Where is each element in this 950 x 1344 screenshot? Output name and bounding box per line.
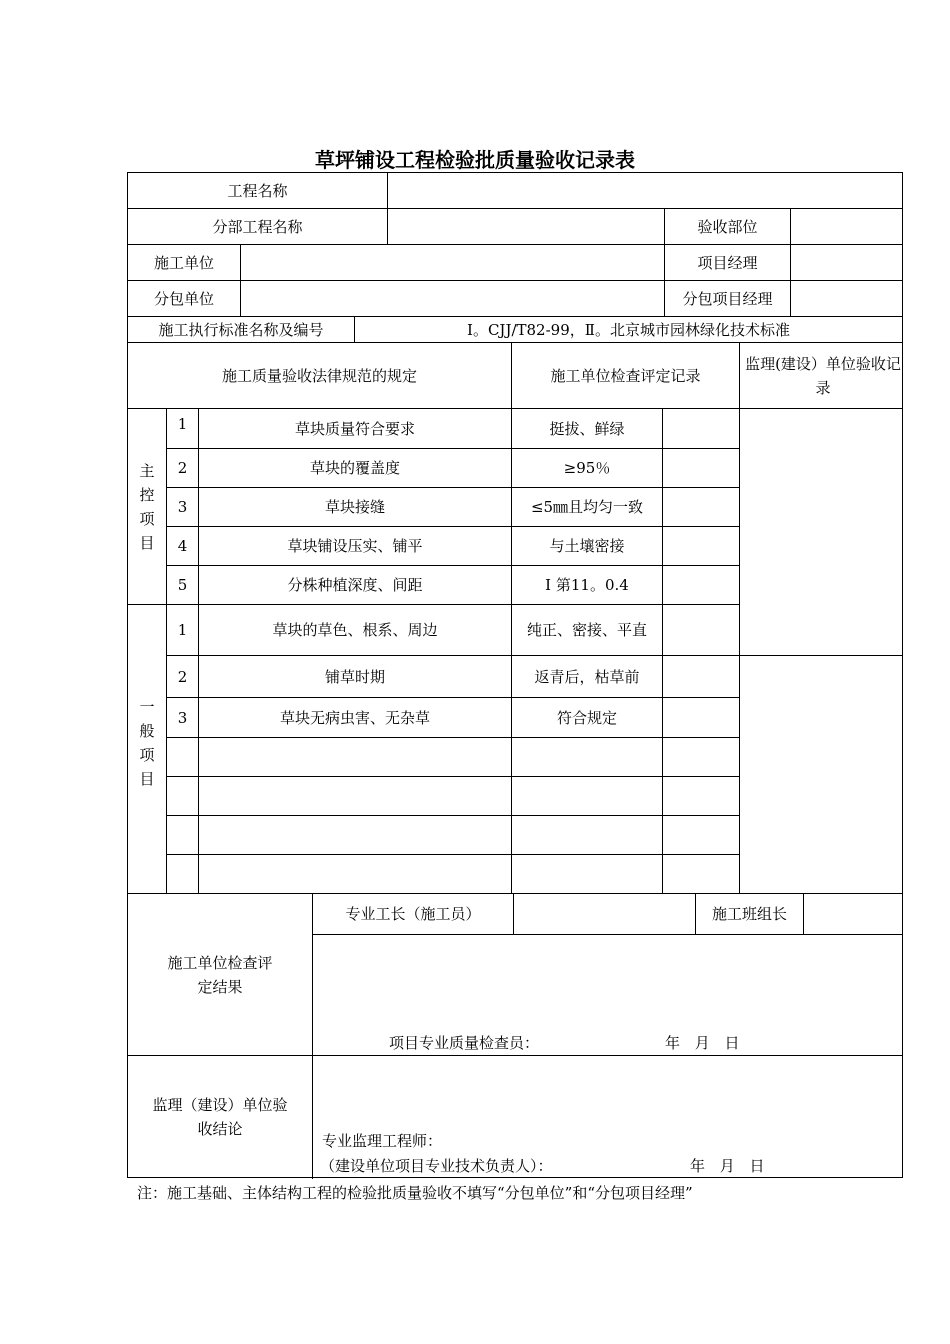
general-item-name: 铺草时期 bbox=[324, 667, 385, 686]
contractor-date: 年 月 日 bbox=[665, 1034, 740, 1052]
project-name-field[interactable] bbox=[388, 173, 902, 208]
main-item-name: 草块接缝 bbox=[324, 498, 385, 516]
acceptance-part-label: 验收部位 bbox=[697, 217, 758, 236]
footnote: 注：施工基础、主体结构工程的检验批质量验收不填写“分包单位”和“分包项目经理” bbox=[137, 1184, 693, 1202]
standard-value: Ⅰ。CJJ/T82-99，Ⅱ。北京城市园林绿化技术标准 bbox=[467, 320, 790, 339]
sub-project-manager-field[interactable] bbox=[791, 281, 902, 316]
main-item-name: 草块的覆盖度 bbox=[309, 459, 400, 477]
sub-project-field[interactable] bbox=[388, 209, 664, 244]
general-item-requirement: 符合规定 bbox=[556, 708, 617, 727]
supervisor-record-header: 监理(建设）单位验收记录 bbox=[745, 354, 901, 397]
general-item-no: 3 bbox=[177, 708, 188, 727]
main-item-no: 2 bbox=[177, 459, 188, 477]
main-item-name: 草块铺设压实、铺平 bbox=[287, 537, 423, 555]
main-item-requirement: Ⅰ 第11。0.4 bbox=[545, 576, 629, 594]
project-manager-field[interactable] bbox=[791, 245, 902, 280]
main-item-no: 1 bbox=[177, 415, 188, 433]
contractor-result-label: 施工单位检查评定结果 bbox=[167, 953, 273, 996]
main-item-requirement: ≤5㎜且均匀一致 bbox=[530, 498, 644, 516]
main-item-requirement: 与土壤密接 bbox=[549, 537, 625, 555]
main-item-name: 草块质量符合要求 bbox=[294, 419, 415, 438]
main-item-name: 分株种植深度、间距 bbox=[287, 576, 423, 594]
inspection-form bbox=[127, 172, 903, 1178]
contractor-field[interactable] bbox=[241, 245, 664, 280]
supervisor-date: 年 月 日 bbox=[690, 1157, 765, 1175]
standard-label: 施工执行标准名称及编号 bbox=[158, 320, 324, 339]
sub-project-manager-label: 分包项目经理 bbox=[682, 289, 773, 308]
main-item-requirement: ≥95％ bbox=[563, 459, 611, 477]
team-leader-label: 施工班组长 bbox=[711, 905, 787, 923]
main-items-label: 主控项目 bbox=[139, 461, 155, 552]
subcontractor-label: 分包单位 bbox=[153, 289, 214, 308]
contractor-record-header: 施工单位检查评定记录 bbox=[550, 366, 701, 385]
general-item-name: 草块无病虫害、无杂草 bbox=[279, 708, 430, 727]
general-item-no: 2 bbox=[177, 667, 188, 686]
main-item-no: 5 bbox=[177, 576, 188, 594]
foreman-label: 专业工长（施工员） bbox=[345, 905, 481, 923]
project-manager-label: 项目经理 bbox=[697, 253, 758, 272]
acceptance-part-field[interactable] bbox=[791, 209, 902, 244]
subcontractor-field[interactable] bbox=[241, 281, 664, 316]
general-item-requirement: 纯正、密接、平直 bbox=[526, 621, 647, 639]
inspector-label: 项目专业质量检查员： bbox=[389, 1034, 540, 1052]
project-name-label: 工程名称 bbox=[227, 181, 288, 200]
page-title: 草坪铺设工程检验批质量验收记录表 bbox=[315, 148, 635, 172]
general-items-label: 一般项目 bbox=[139, 698, 155, 788]
engineer-label: 专业监理工程师： bbox=[322, 1132, 443, 1150]
general-item-requirement: 返青后，枯草前 bbox=[534, 667, 640, 686]
general-item-no: 1 bbox=[177, 621, 188, 639]
contractor-label: 施工单位 bbox=[153, 253, 214, 272]
main-item-requirement: 挺拔、鲜绿 bbox=[549, 419, 625, 438]
sub-project-label: 分部工程名称 bbox=[212, 217, 303, 236]
foreman-field[interactable] bbox=[514, 894, 695, 934]
main-item-no: 3 bbox=[177, 498, 188, 516]
owner-label: （建设单位项目专业技术负责人）： bbox=[320, 1157, 553, 1175]
general-item-name: 草块的草色、根系、周边 bbox=[272, 621, 438, 639]
supervisor-conclusion-label: 监理（建设）单位验收结论 bbox=[152, 1095, 288, 1138]
regulation-header: 施工质量验收法律规范的规定 bbox=[221, 366, 417, 385]
main-item-no: 4 bbox=[177, 537, 188, 555]
team-leader-field[interactable] bbox=[804, 894, 902, 934]
